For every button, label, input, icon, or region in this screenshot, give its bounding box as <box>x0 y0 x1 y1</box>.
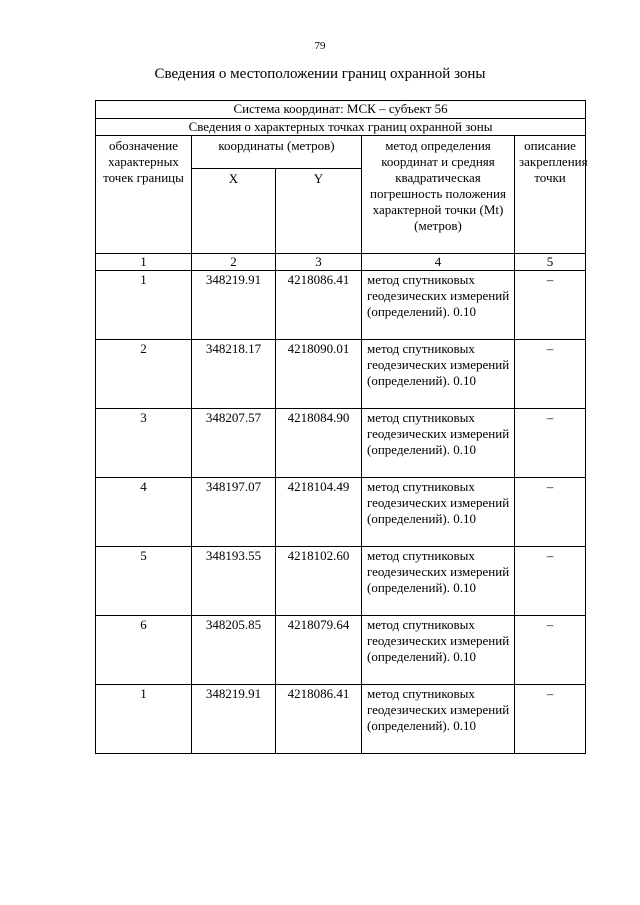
method-cell: метод спутниковых геодезических измерений (определений). 0.10 <box>362 340 515 409</box>
method-cell: метод спутниковых геодезических измерений (определений). 0.10 <box>362 616 515 685</box>
description-cell: – <box>515 616 586 685</box>
y-coordinate-cell: 4218104.49 <box>276 478 362 547</box>
point-id-cell: 2 <box>96 340 192 409</box>
method-cell: метод спутниковых геодезических измерений (определений). 0.10 <box>362 409 515 478</box>
x-coordinate-cell: 348205.85 <box>192 616 276 685</box>
column-header-y: Y <box>276 169 362 254</box>
table-row <box>96 685 586 754</box>
column-number: 5 <box>515 254 586 271</box>
point-id-cell: 5 <box>96 547 192 616</box>
table-row <box>96 340 586 409</box>
description-cell: – <box>515 547 586 616</box>
point-id-cell: 4 <box>96 478 192 547</box>
points-info-header: Сведения о характерных точках границ охранной зоны <box>96 119 586 136</box>
column-header-point: обозначение характерных точек границы <box>96 136 192 254</box>
table-row <box>96 478 586 547</box>
table-body <box>96 271 586 754</box>
y-coordinate-cell: 4218086.41 <box>276 685 362 754</box>
column-number: 3 <box>276 254 362 271</box>
document-title: Сведения о местоположении границ охранной зоны <box>154 66 486 82</box>
x-coordinate-cell: 348197.07 <box>192 478 276 547</box>
description-cell: – <box>515 478 586 547</box>
column-header-description: описание закрепления точки <box>515 136 586 254</box>
description-cell: – <box>515 685 586 754</box>
column-number: 4 <box>362 254 515 271</box>
table-row <box>96 547 586 616</box>
column-header-method: метод определения координат и средняя квадратическая погрешность положения характерной точки (Mt) (метров) <box>362 136 515 254</box>
x-coordinate-cell: 348218.17 <box>192 340 276 409</box>
x-coordinate-cell: 348219.91 <box>192 685 276 754</box>
description-cell: – <box>515 340 586 409</box>
description-cell: – <box>515 271 586 340</box>
x-coordinate-cell: 348193.55 <box>192 547 276 616</box>
method-cell: метод спутниковых геодезических измерений (определений). 0.10 <box>362 478 515 547</box>
method-cell: метод спутниковых геодезических измерений (определений). 0.10 <box>362 685 515 754</box>
boundary-points-table <box>95 100 586 754</box>
table-row <box>96 616 586 685</box>
method-cell: метод спутниковых геодезических измерений (определений). 0.10 <box>362 271 515 340</box>
table-row <box>96 409 586 478</box>
y-coordinate-cell: 4218084.90 <box>276 409 362 478</box>
description-cell: – <box>515 409 586 478</box>
x-coordinate-cell: 348219.91 <box>192 271 276 340</box>
point-id-cell: 3 <box>96 409 192 478</box>
y-coordinate-cell: 4218102.60 <box>276 547 362 616</box>
column-header-coordinates: координаты (метров) <box>192 136 362 169</box>
column-number: 2 <box>192 254 276 271</box>
page-number: 79 <box>314 40 326 52</box>
column-numbers-row <box>96 254 586 271</box>
x-coordinate-cell: 348207.57 <box>192 409 276 478</box>
column-header-x: X <box>192 169 276 254</box>
point-id-cell: 1 <box>96 271 192 340</box>
point-id-cell: 6 <box>96 616 192 685</box>
y-coordinate-cell: 4218079.64 <box>276 616 362 685</box>
coordinate-system-header: Система координат: МСК – субъект 56 <box>96 101 586 119</box>
point-id-cell: 1 <box>96 685 192 754</box>
column-number: 1 <box>96 254 192 271</box>
method-cell: метод спутниковых геодезических измерений (определений). 0.10 <box>362 547 515 616</box>
y-coordinate-cell: 4218090.01 <box>276 340 362 409</box>
table-row <box>96 271 586 340</box>
y-coordinate-cell: 4218086.41 <box>276 271 362 340</box>
